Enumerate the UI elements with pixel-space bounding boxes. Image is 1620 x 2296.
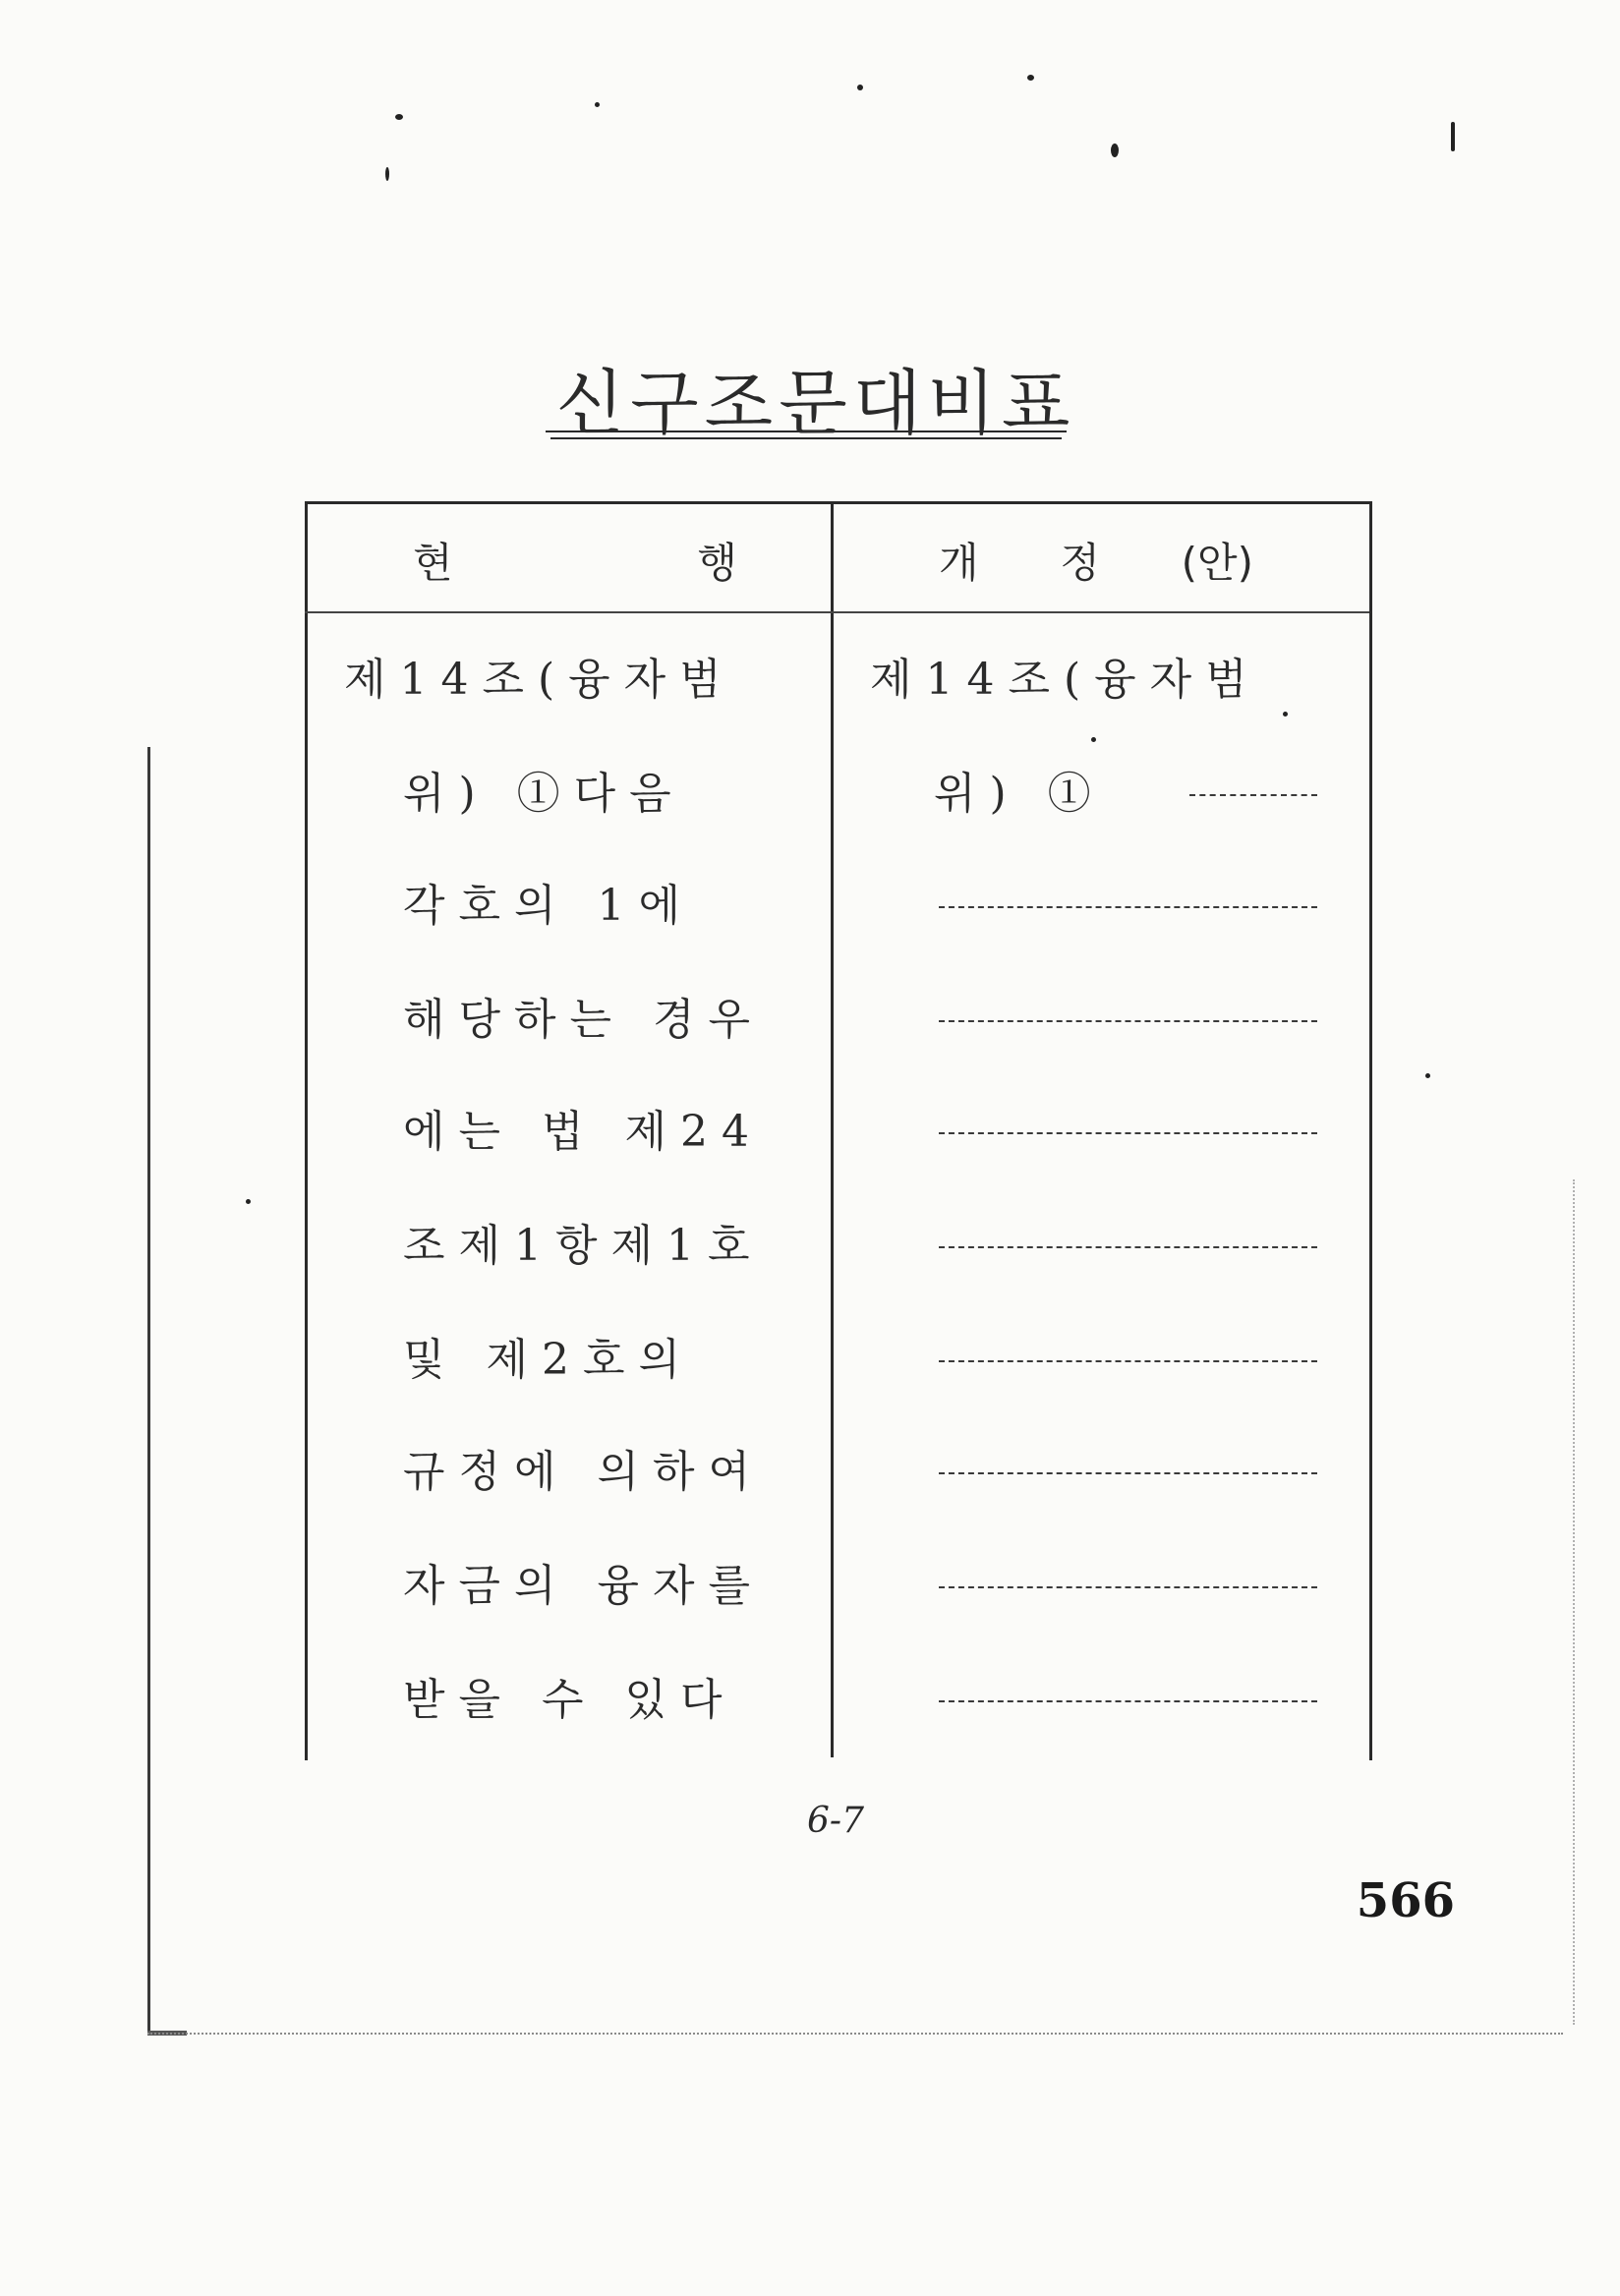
current-row: 해당하는 경우: [403, 995, 765, 1045]
unchanged-dash: [939, 1700, 1317, 1702]
current-row: 에는 법 제24: [403, 1107, 763, 1157]
unchanged-dash: [939, 1020, 1317, 1022]
unchanged-dash: [1189, 794, 1317, 796]
page-code: 6-7: [807, 1801, 864, 1841]
scan-speck: [857, 85, 863, 90]
scan-speck: [1027, 75, 1034, 81]
scan-speck: [1425, 1073, 1430, 1078]
revised-row: 제14조(융자범: [870, 655, 1261, 705]
unchanged-dash: [939, 1586, 1317, 1588]
header-divider: [305, 611, 1369, 613]
header-current-char: 행: [697, 539, 737, 587]
scan-speck: [385, 167, 389, 181]
unchanged-dash: [939, 1132, 1317, 1134]
current-row: 받을 수 있다: [403, 1675, 736, 1725]
unchanged-dash: [939, 1246, 1317, 1248]
current-row: 자금의 융자를: [403, 1561, 765, 1611]
scan-speck: [1111, 144, 1119, 157]
current-row: 규정에 의하여: [403, 1447, 765, 1497]
unchanged-dash: [939, 1360, 1317, 1362]
header-revised-char: 개: [939, 539, 979, 587]
page-number: 566: [1356, 1873, 1455, 1928]
header-revised-char: (안): [1181, 539, 1253, 587]
current-row: 조제1항제1호: [403, 1221, 764, 1271]
copy-right-edge: [1573, 1179, 1577, 2025]
scan-speck: [395, 114, 403, 120]
current-row: 및 제2호의: [403, 1335, 694, 1385]
header-revised: [939, 531, 1253, 590]
header-revised-char: 정: [1060, 539, 1100, 587]
copy-bottom-edge: [147, 2033, 1563, 2035]
scan-speck: [246, 1199, 251, 1204]
column-divider: [831, 501, 834, 1757]
binding-edge: [147, 747, 150, 2035]
scan-speck: [1451, 122, 1455, 151]
header-current: [413, 531, 737, 590]
document-title: 신구조문대비표: [555, 362, 1076, 444]
current-row: 제14조(융자범: [344, 655, 735, 705]
current-row: 각호의 1에: [403, 881, 694, 931]
scan-speck: [595, 102, 600, 107]
unchanged-dash: [939, 1472, 1317, 1474]
title-underline: [546, 430, 1067, 432]
revised-row: 위) ①: [934, 769, 1105, 819]
header-current-char: 현: [413, 539, 453, 587]
title-underline: [550, 437, 1062, 439]
unchanged-dash: [939, 906, 1317, 908]
current-row: 위) ①다음: [403, 769, 685, 819]
